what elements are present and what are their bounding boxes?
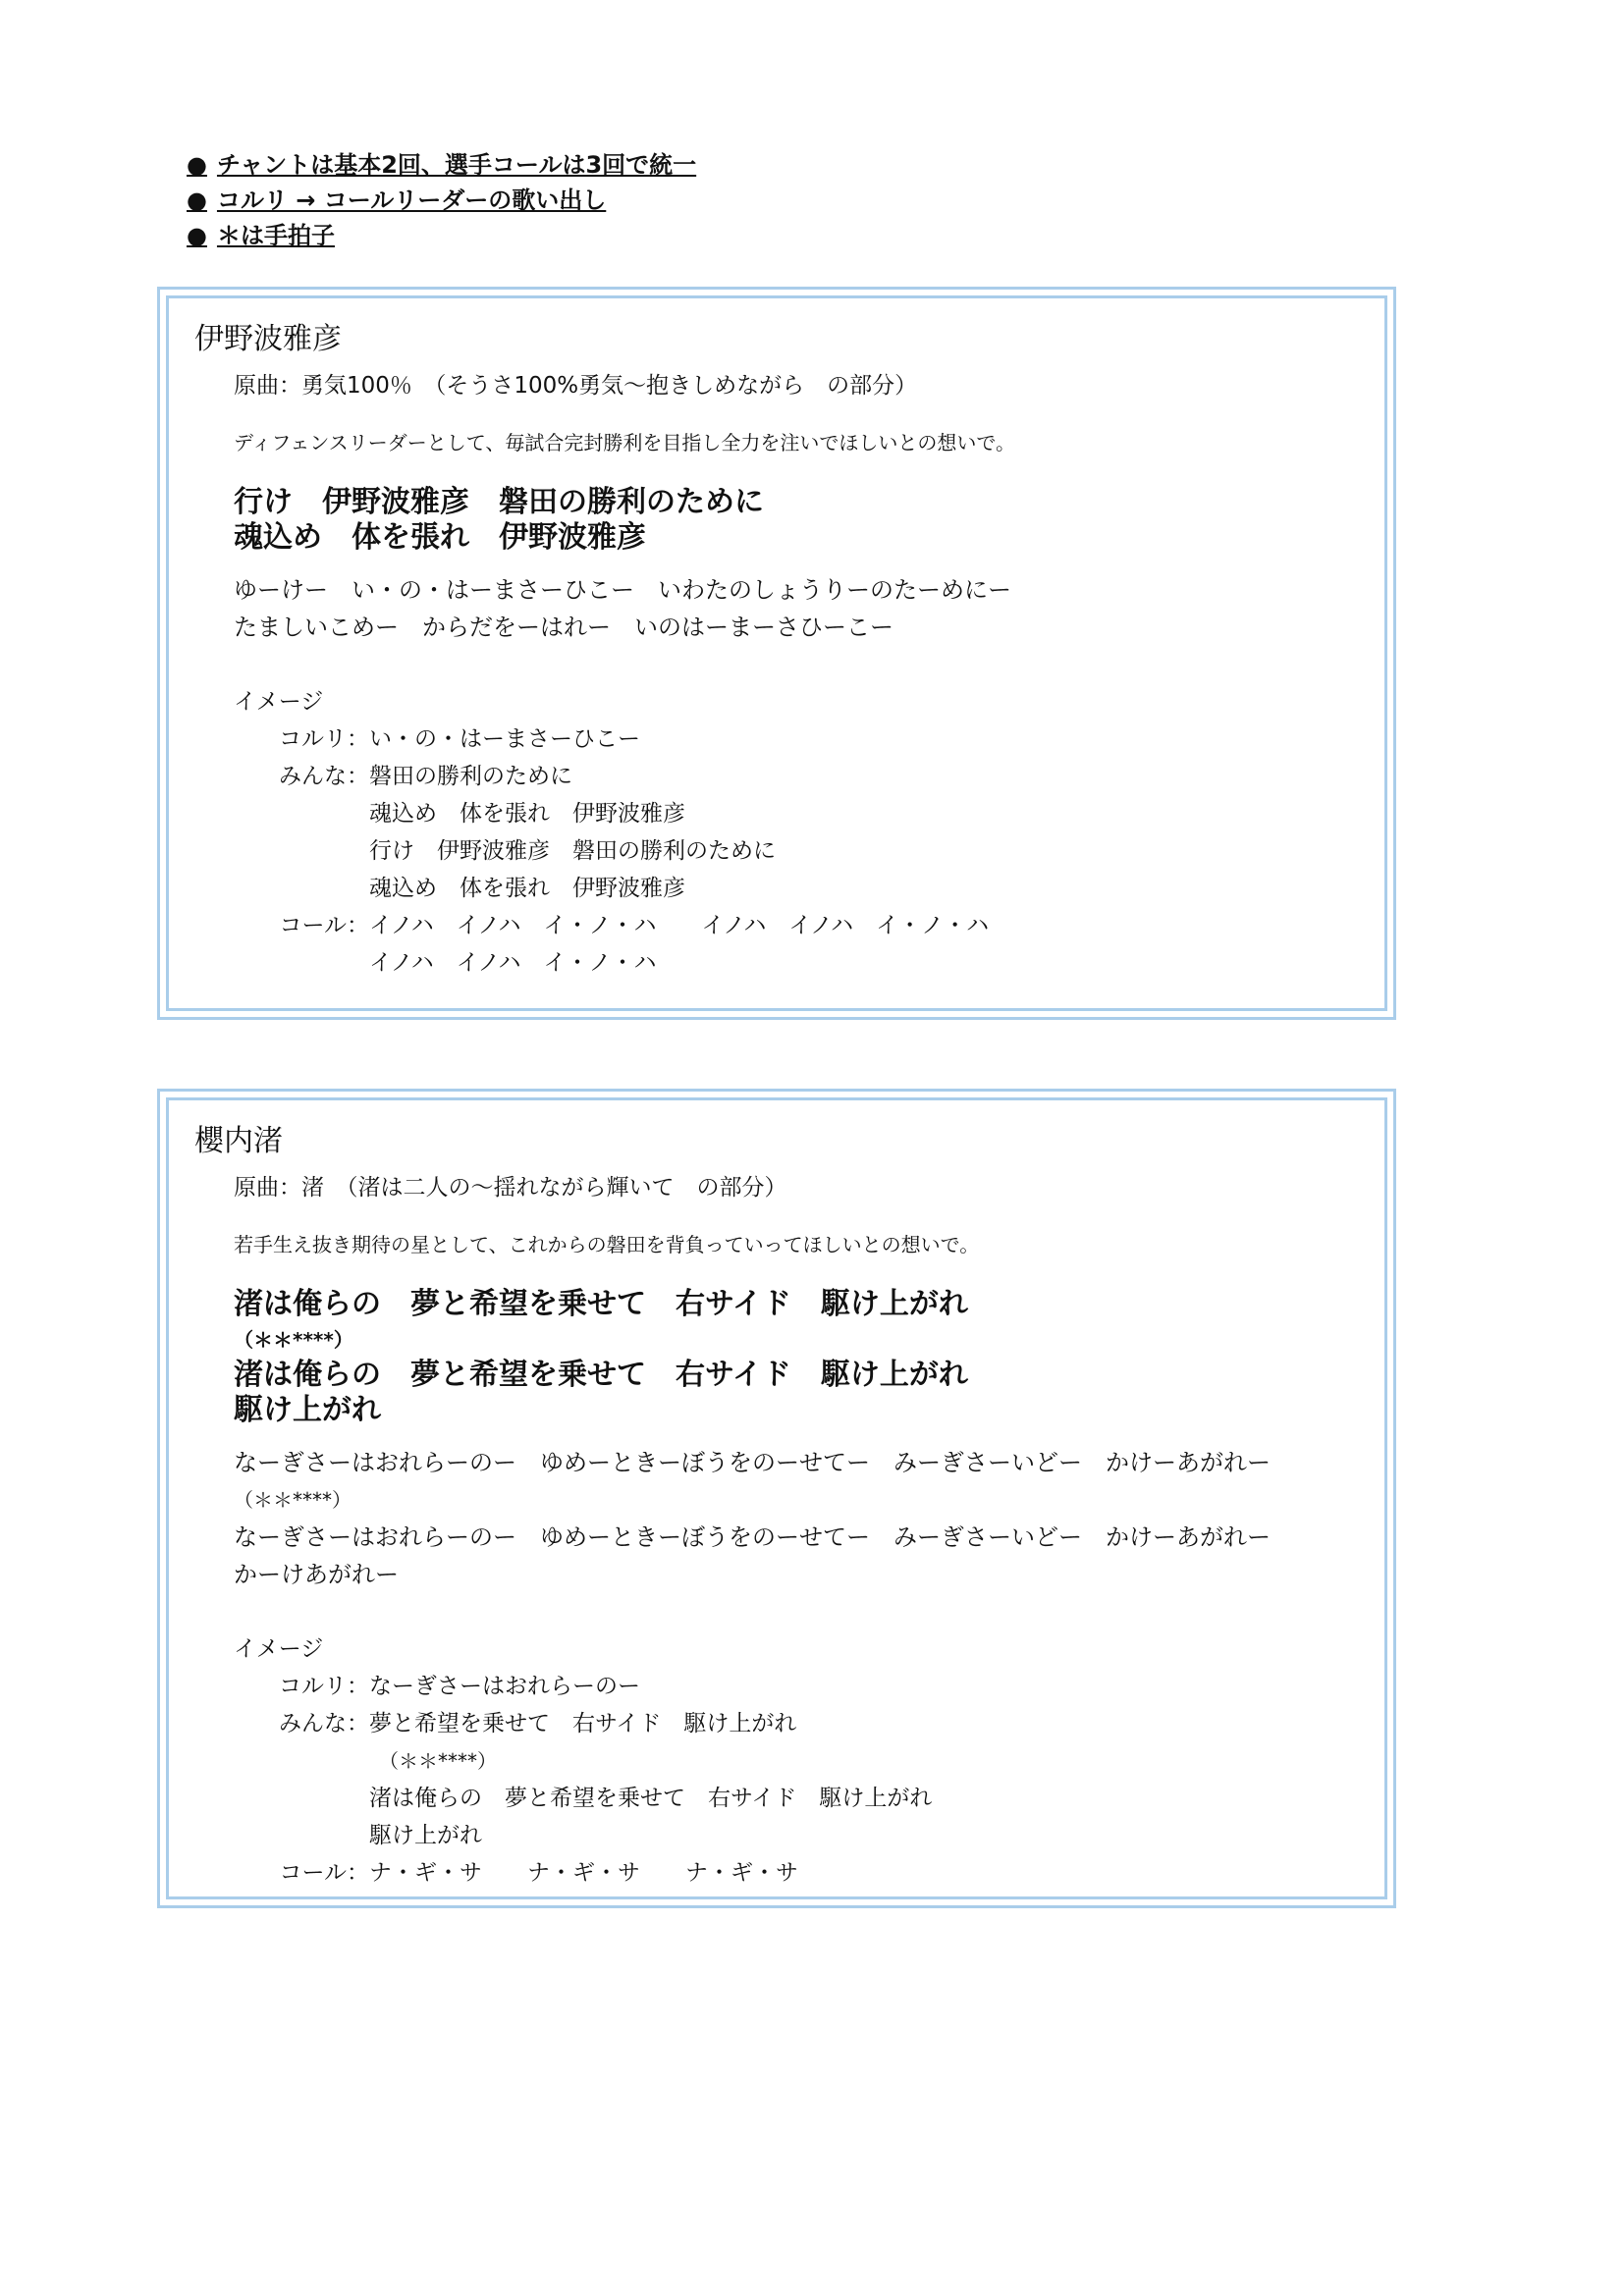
reading [194,1444,1359,1593]
role-line: 魂込め 体を張れ 伊野波雅彦 [369,876,685,901]
role-label: コルリ： [279,1674,369,1699]
role-everyone [234,758,1359,907]
chant-description: 若手生え抜き期待の星として、これからの磐田を背負っていってほしいとの想いで。 [234,1233,980,1256]
lyric-line: 魂込め 体を張れ 伊野波雅彦 [234,520,646,555]
role-line: なーぎさーはおれらーのー [369,1674,640,1699]
chant-description: ディフェンスリーダーとして、毎試合完封勝利を目指し全力を注いでほしいとの想いで。 [234,431,1015,454]
reading-line: なーぎさーはおれらーのー ゆめーときーぼうをのーせてー みーぎさーいどー かけーあがれー [234,1449,1271,1476]
rule-text: チャントは基本2回、選手コールは3回で統一 [216,151,697,179]
role-call-leader [234,721,1359,758]
rule-item [187,183,696,218]
role-line: 夢と希望を乗せて 右サイド 駆け上がれ [369,1711,797,1736]
role-line: 魂込め 体を張れ 伊野波雅彦 [369,801,685,827]
player-card-inoha [157,287,1396,1020]
image-block [194,683,1359,982]
lyrics [194,485,1359,556]
clap-pattern: （＊＊****） [234,1328,353,1352]
image-title: イメージ [234,1636,324,1662]
role-label: みんな： [279,1711,369,1736]
role-line: 駆け上がれ [369,1823,482,1848]
role-line: い・の・はーまさーひこー [369,726,640,752]
role-call [234,907,1359,982]
role-line: 渚は俺らの 夢と希望を乗せて 右サイド 駆け上がれ [369,1786,933,1811]
player-card-inner [166,1097,1387,1899]
reading-line: かーけあがれー [234,1561,399,1588]
lyric-line: 渚は俺らの 夢と希望を乗せて 右サイド 駆け上がれ [234,1287,968,1321]
reading [194,571,1359,646]
rules-list [187,147,696,253]
role-line: 行け 伊野波雅彦 磐田の勝利のために [369,838,776,864]
player-name: 櫻内渚 [194,1124,283,1158]
lyric-line: 駆け上がれ [234,1393,381,1427]
reading-line: ゆーけー い・の・はーまさーひこー いわたのしょうりーのたーめにー [234,576,1011,604]
original-song: 原曲：勇気100％ （そうさ100%勇気～抱きしめながら の部分） [234,373,918,399]
player-card-inner [166,295,1387,1011]
role-label: コール： [279,1860,369,1886]
player-name: 伊野波雅彦 [194,322,342,356]
original-song: 原曲：渚 （渚は二人の～揺れながら輝いて の部分） [234,1175,787,1201]
role-everyone [234,1705,1359,1854]
rule-item [187,147,696,183]
reading-line: なーぎさーはおれらーのー ゆめーときーぼうをのーせてー みーぎさーいどー かけーあがれー [234,1523,1271,1551]
bullet-icon: ● [187,187,207,214]
role-label: コルリ： [279,726,369,752]
player-card-sakurauchi [157,1089,1396,1908]
rule-text: ＊は手拍子 [216,222,335,249]
lyric-line: 行け 伊野波雅彦 磐田の勝利のために [234,485,764,519]
rule-item [187,218,696,253]
rule-text: コルリ → コールリーダーの歌い出し [216,187,607,214]
role-label: みんな： [279,764,369,789]
role-line: ナ・ギ・サ ナ・ギ・サ ナ・ギ・サ [369,1860,798,1886]
bullet-icon: ● [187,222,207,249]
role-call [234,1854,1359,1892]
image-title: イメージ [234,689,324,715]
role-label: コール： [279,913,369,938]
role-line: イノハ イノハ イ・ノ・ハ イノハ イノハ イ・ノ・ハ [369,913,990,938]
lyrics [194,1287,1359,1428]
bullet-icon: ● [187,151,207,179]
reading-line: たましいこめー からだをーはれー いのはーまーさひーこー [234,614,893,641]
lyric-line: 渚は俺らの 夢と希望を乗せて 右サイド 駆け上がれ [234,1358,968,1392]
role-line: イノハ イノハ イ・ノ・ハ [369,950,657,976]
clap-pattern: （＊＊****） [234,1488,352,1512]
role-call-leader [234,1668,1359,1705]
clap-pattern: （＊＊****） [369,1749,497,1773]
role-line: 磐田の勝利のために [369,764,572,789]
image-block [194,1630,1359,1892]
